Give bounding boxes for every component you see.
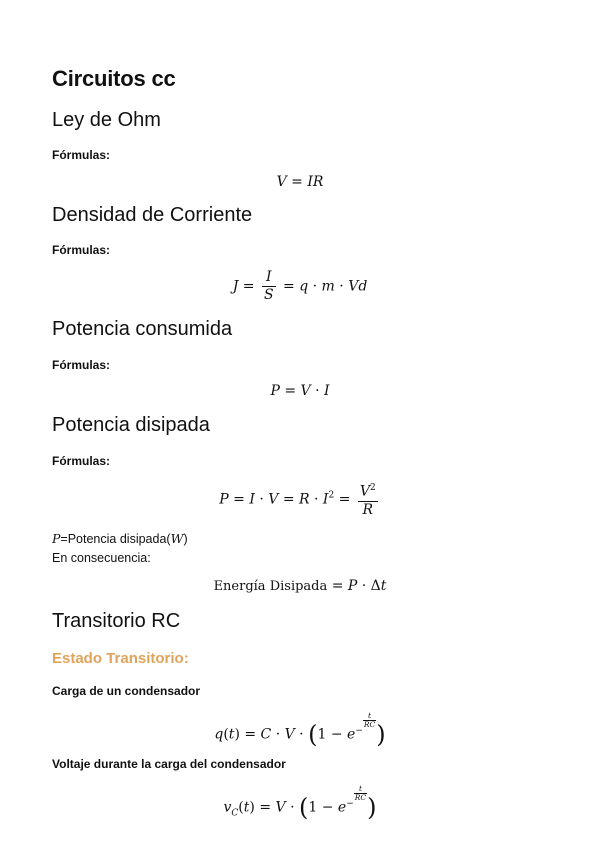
formulas-label-potencia-consumida: Fórmulas: [52,358,111,372]
formulas-label-ohm: Fórmulas: [52,148,111,162]
formula-potencia-consumida: P = V · I [270,383,330,399]
consequence-text: En consecuencia: [52,551,151,565]
formula-carga-condensador: $q(t) = C \cdot V \cdot (1 - e^{- \frac{t}{RC}}$ ) [214,711,386,749]
heading-ley-de-ohm: Ley de Ohm [52,109,161,131]
formula-ohm: V = IR [276,174,324,190]
energy-word: Energía Disipada [213,579,328,594]
formulas-label-densidad: Fórmulas: [52,243,111,257]
heading-potencia-disipada: Potencia disipada [52,414,210,436]
definition-potencia-disipada: P=Potencia disipada(W) [52,531,188,546]
definition-text: =Potencia disipada( [60,532,171,546]
label-carga-condensador: Carga de un condensador [52,684,201,698]
formula-voltaje-carga: $v_C(t) = V \cdot (1 - e^{- \frac{t}{RC}}$ ) [223,784,377,822]
formulas-label-potencia-disipada: Fórmulas: [52,454,111,468]
formula-energia-disipada: Energía Disipada = P · Δt [213,578,387,594]
heading-densidad-corriente: Densidad de Corriente [52,204,253,226]
heading-potencia-consumida: Potencia consumida [52,318,233,340]
heading-transitorio-rc: Transitorio RC [52,610,181,632]
page-title: Circuitos cc [52,66,176,91]
subheading-estado-transitorio: Estado Transitorio: [52,650,189,667]
formula-densidad: J = $\frac{I}{S}$ = q · m · Vd [232,269,368,303]
formula-potencia-disipada: $P = I \cdot V = R \cdot I^2$ = $\frac{V^2}{R}$ [219,483,376,518]
label-voltaje-carga: Voltaje durante la carga del condensador [52,757,286,771]
